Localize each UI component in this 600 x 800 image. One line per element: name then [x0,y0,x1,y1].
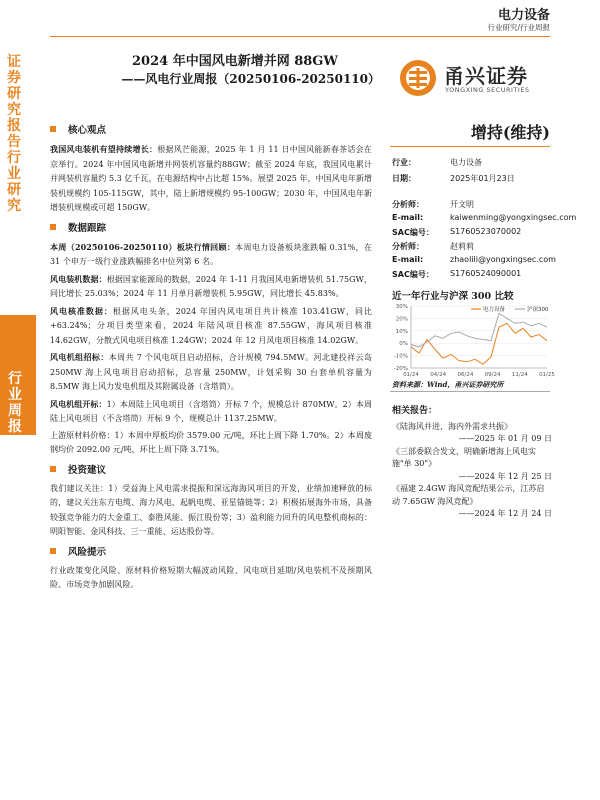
section-title: 核心观点 [68,125,107,136]
sidebar-block [0,315,36,435]
info-email2-label: E-mail: [392,255,424,264]
section-core-view [50,122,372,138]
win-paragraph [50,397,372,427]
related-heading: 相关报告： [392,406,438,416]
risk-paragraph: 行业政策变化风险、原材料价格短期大幅波动风险、风电项目延期/风电装机不及预期风险、市场竞争加剧风险。 [50,565,372,589]
bid-text: 本周共 7 个风电项目启动招标，合计规模 794.5MW。河北建投祥云岛 250MW 海上风电项目启动招标，总容量 250MW，计划采购 30 台套单机容量为 8.5MW 海上风力发电机组及其附属设备（含塔筒）。 [50,353,372,391]
price-paragraph [50,429,372,458]
chart-legend-label: 沪深300 [527,307,549,313]
rating-divider [390,146,550,147]
chart-x-tick-label: 11/24 [511,372,528,378]
chart-y-tick-label: 10% [395,328,408,335]
install-text: 根据国家能源局的数据，2024 年 1-11 月我国风电新增装机 51.75GW，同比增长 25.03%；2024 年 11 月单月新增装机 5.95GW，同比增长 45.83%。 [50,274,372,298]
info-date-value: 2025年01月23日 [450,174,515,183]
logo-mark-icon [398,58,438,98]
chart-y-tick-label: 0% [399,341,408,348]
related-item-date: ——2024 年 12 月 25 日 [458,471,552,481]
related-item-date: ——2024 年 12 月 24 日 [458,509,552,518]
chart-x-tick-label: 01/24 [403,372,419,378]
related-item-title: 《陆海风并进，海内外需求共振》 [392,421,512,431]
price-text: 1）本周中厚板均价 3579.00 元/吨，环比上周下降 1.70%。2）本周废钢均价 2092.00 元/吨，环比上周下降 3.71%。 [50,430,372,454]
section-bullet-icon [50,126,56,132]
win-text: 1）本周陆上风电项目（含塔筒）开标 7 个，规模总计 870MW。2）本周陆上风电项目（不含塔筒）开标 9 个，规模总计 1137.25MW。 [50,399,372,423]
info-industry [392,157,482,168]
core-lead: 我国风电装机有望持续增长： [50,144,158,154]
week-lead: 本周（20250106-20250110）板块行情回顾： [50,241,236,252]
section-risk [50,544,372,560]
rating: 增持(维持) [470,123,550,142]
main-content [50,122,372,595]
header-divider [50,36,550,37]
info-email2 [392,255,556,264]
related-item[interactable] [392,446,552,484]
info-email1-label: E-mail: [392,213,424,222]
info-analyst2 [392,241,474,252]
performance-chart [385,300,555,380]
chart-series-line [411,323,547,364]
core-text: 根据风芒能源，2025 年 1 月 11 日中国风能新春茶话会在京举行。2024 年中国风电新增并网装机容量约88GW；截至 2024 年底，我国风电累计并网装机容量约 5.3 亿千瓦，在电源结构中占比超 15%。展望 2025 年，中国风电年新增装机规模约 105-115GW，其中，陆上新增规模约 95-100GW；2030 年，中国风电年新增装机规模或可超 150GW。 [50,145,372,212]
chart-source-divider [390,391,550,392]
sidebar-top-text: 证券研究报告 行业研究 [7,54,21,214]
chart-y-tick-label: 20% [395,316,408,323]
section-data-tracking [50,220,372,236]
section-bullet-icon [50,548,56,554]
section-bullet-icon [50,466,56,472]
info-email2-value[interactable]: zhaolili@yongxingsec.com [450,255,556,264]
info-email1-value[interactable]: kaiwenming@yongxingsec.com [450,213,577,222]
info-sac1 [392,227,522,238]
chart-x-tick-label: 01/25 [539,372,555,378]
section-investment [50,462,372,478]
related-reports [392,405,552,521]
info-sac2-value: S1760524090001 [450,269,522,278]
info-industry-value: 电力设备 [450,158,482,167]
bid-lead: 风电机组招标： [50,352,109,362]
logo-name-en: YONGXING SECURITIES [445,86,530,94]
sidebar-top [0,48,34,308]
info-date-label: 日期： [392,174,416,183]
price-lead: 上游原材料价格： [50,430,115,440]
section-title: 数据跟踪 [68,222,107,234]
info-sac1-value: S1760523070002 [450,227,522,236]
section-title: 风险提示 [68,546,107,558]
approve-text: 根据风电头条，2024 年国内风电项目共计核准 103.41GW，同比+63.24%；分项目类型来看，2024 年陆风项目核准 87.55GW，海风项目核准 14.62GW，分散式风电项目核准 1.24GW；2024 年 12 月风电项目核准 14.02GW。 [50,306,372,345]
logo-name-cn: 甬兴证券 [444,64,528,88]
approve-lead: 风电核准数据： [50,305,113,316]
chart-legend-label: 电力设备 [483,307,506,313]
info-date [392,173,515,184]
sidebar-block-text: 行业周报 [8,371,22,435]
chart-x-tick-label: 06/24 [457,372,474,378]
chart-x-tick-label: 04/24 [430,372,447,378]
chart-y-tick-label: 30% [395,304,408,310]
win-lead: 风电机组开标： [50,398,107,409]
approve-paragraph [50,304,372,349]
chart-x-tick-label: 09/24 [484,372,501,378]
bid-paragraph [50,350,372,395]
install-paragraph [50,272,372,302]
invest-paragraph [50,482,372,540]
info-analyst1-label: 分析师： [392,200,424,209]
related-item-date: ——2025 年 01 月 09 日 [458,434,552,443]
info-analyst2-name: 赵莉莉 [450,242,474,251]
related-item[interactable] [392,421,552,446]
section-title: 投资建议 [68,464,107,476]
info-analyst2-label: 分析师： [392,242,424,251]
info-analyst1 [392,199,474,210]
invest-lead: 我们建议关注： [50,483,109,493]
chart-y-tick-label: -10% [393,353,408,360]
related-item-title: 《福建 2.4GW 海风竞配结果公示，江苏启动 7.65GW 海风竞配》 [392,484,545,506]
info-industry-label: 行业： [392,158,416,167]
header-subtitle: 行业研究/行业周报 [487,23,550,32]
chart-source: 资料来源：Wind，甬兴证券研究所 [392,380,504,389]
info-email1 [392,213,577,222]
info-sac1-label: SAC编号： [392,228,434,237]
report-title: 2024 年中国风电新增并网 88GW [131,54,339,69]
week-paragraph [50,240,372,270]
related-item-title: 《三部委联合发文，明确新增海上风电实施"单 30"》 [392,446,536,468]
week-text: 本周电力设备板块涨跌幅 0.31%，在 31 个申万一级行业涨跌幅排名中位列第 6 名。 [50,242,372,266]
core-view-paragraph [50,142,372,216]
section-bullet-icon [50,224,56,230]
company-logo [398,58,558,98]
related-item[interactable] [392,483,552,521]
invest-text: 1）受益海上风电需求提振和深远海海风项目的开发，业绩加速释放的标的，建议关注东方电缆、海力风电、起帆电缆、亚星锚链等；2）积极拓展海外市场，具备较强竞争能力的大金重工、泰胜风能、振江股份等；3）盈利能力回升的风电整机商标的：明阳智能、金风科技、三一重能、运达股份等。 [50,483,372,536]
info-analyst1-name: 开文明 [450,200,474,209]
info-sac2-label: SAC编号： [392,270,434,279]
chart-title: 近一年行业与沪深 300 比较 [392,291,514,302]
chart-y-tick-label: -20% [393,366,408,372]
report-subtitle: ——风电行业周报（20250106-20250110） [121,72,380,86]
install-lead: 风电装机数据： [50,273,107,284]
header-category: 电力设备 [497,8,550,23]
info-sac2 [392,269,522,280]
